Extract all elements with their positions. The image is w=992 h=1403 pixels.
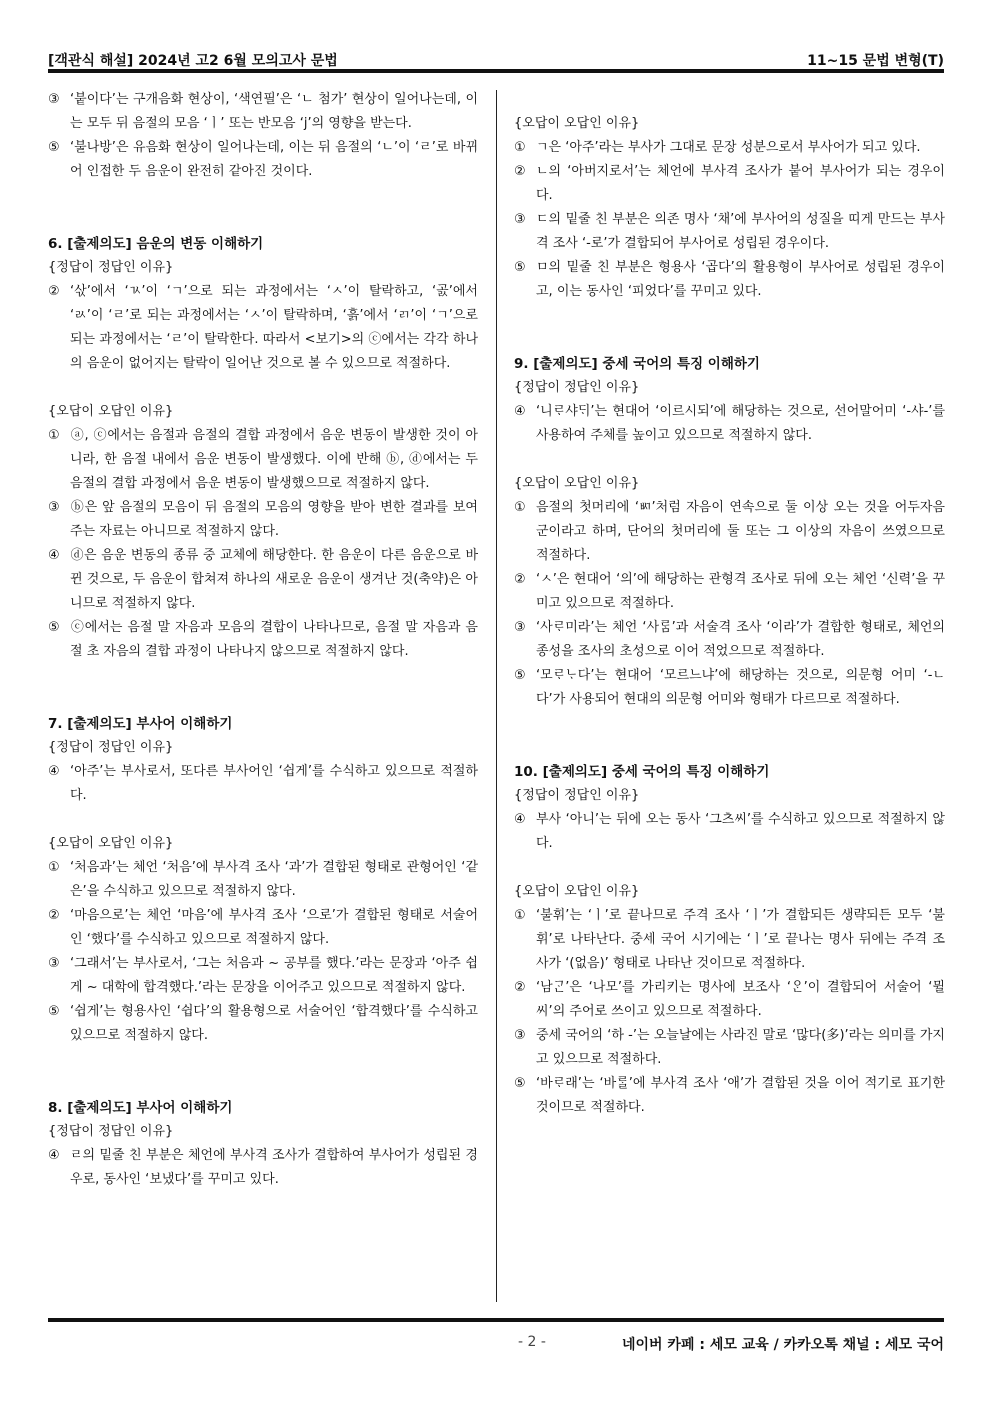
list-item: ② ‘남ᄀᆞᆫ’은 ‘나모’를 가리키는 명사에 보조사 ‘ᄋᆞᆫ’이 결합되어 서술어 ‘뮐씨’의 주어로 쓰이고 있으므로 적절하다. <box>514 980 945 1019</box>
question-9-title: 9. [출제의도] 중세 국어의 특징 이해하기 <box>514 356 760 372</box>
header-title: [객관식 해설] 2024년 고2 6월 모의고사 문법 <box>48 53 338 69</box>
list-item: ⑤ ‘불나방’은 유음화 현상이 일어나는데, 이는 뒤 음절의 ‘ㄴ’이 ‘ㄹ’로 바뀌어 인접한 두 음운이 완전히 같아진 것이다. <box>48 140 478 179</box>
list-item: ⑤ ㅁ의 밑줄 친 부분은 형용사 ‘곱다’의 활용형이 부사어로 성립된 경우이고, 이는 동사인 ‘피었다’를 꾸미고 있다. <box>514 260 945 299</box>
list-item: ④ ‘니ᄅᆞ샤ᄃᆡ’는 현대어 ‘이르시되’에 해당하는 것으로, 선어말어미 ‘-샤-’를 사용하여 주체를 높이고 있으므로 적절하지 않다. <box>514 404 945 443</box>
list-item: ④ ⓓ은 음운 변동의 종류 중 교체에 해당한다. 한 음운이 다른 음운으로 바뀐 것으로, 두 음운이 합쳐져 하나의 새로운 음운이 생겨난 것(축약)은 아니므로 적절하지 않다. <box>48 548 478 611</box>
page-footer <box>48 1334 944 1358</box>
wrong-label: {오답이 오답인 이유} <box>48 404 174 419</box>
wrong-label: {오답이 오답인 이유} <box>514 116 640 131</box>
list-item: ③ ㄷ의 밑줄 친 부분은 의존 명사 ‘채’에 부사어의 성질을 띠게 만드는 부사격 조사 ‘-로’가 결합되어 부사어로 성립된 경우이다. <box>514 212 945 251</box>
list-item: ① 음절의 첫머리에 ‘ㅴ’처럼 자음이 연속으로 둘 이상 오는 것을 어두자음군이라고 하며, 단어의 첫머리에 둘 또는 그 이상의 자음이 쓰였으므로 적절하다. <box>514 500 945 563</box>
list-item: ⑤ ‘바ᄅᆞ래’는 ‘바ᄅᆞᆯ’에 부사격 조사 ‘애’가 결합된 것을 이어 적기로 표기한 것이므로 적절하다. <box>514 1076 945 1115</box>
list-item: ④ ㄹ의 밑줄 친 부분은 체언에 부사격 조사가 결합하여 부사어가 성립된 경우로, 동사인 ‘보냈다’를 꾸미고 있다. <box>48 1148 478 1187</box>
page-number: - 2 - <box>518 1334 546 1350</box>
list-item: ② ‘ㅅ’은 현대어 ‘의’에 해당하는 관형격 조사로 뒤에 오는 체언 ‘신력’을 꾸미고 있으므로 적절하다. <box>514 572 945 611</box>
list-item: ③ ‘붙이다’는 구개음화 현상이, ‘색연필’은 ‘ㄴ 첨가’ 현상이 일어나는데, 이는 모두 뒤 음절의 모음 ‘ㅣ’ 또는 반모음 ‘j’의 영향을 받는다. <box>48 92 478 131</box>
correct-label: {정답이 정답인 이유} <box>48 1124 174 1139</box>
list-item: ③ ⓑ은 앞 음절의 모음이 뒤 음절의 모음의 영향을 받아 변한 결과를 보여 주는 자료는 아니므로 적절하지 않다. <box>48 500 478 539</box>
correct-label: {정답이 정답인 이유} <box>514 788 640 803</box>
list-item: ③ ‘그래서’는 부사로서, ‘그는 처음과 ~ 공부를 했다.’라는 문장과 ‘아주 쉽게 ~ 대학에 합격했다.’라는 문장을 이어주고 있으므로 적절하지 않다. <box>48 956 478 995</box>
header-rule <box>48 69 944 73</box>
list-item: ① ‘처음과’는 체언 ‘처음’에 부사격 조사 ‘과’가 결합된 형태로 관형어인 ‘같은’을 수식하고 있으므로 적절하지 않다. <box>48 860 478 899</box>
correct-label: {정답이 정답인 이유} <box>48 740 174 755</box>
list-item: ① ㄱ은 ‘아주’라는 부사가 그대로 문장 성분으로서 부사어가 되고 있다. <box>514 140 921 155</box>
list-item: ① ⓐ, ⓒ에서는 음절과 음절의 결합 과정에서 음운 변동이 발생한 것이 아니라, 한 음절 내에서 음운 변동이 발생했다. 이에 반해 ⓑ, ⓓ에서는 두 음절의 결합 과정에서 음운 변동이 발생했으므로 적절하지 않다. <box>48 428 478 491</box>
list-item: ② ‘마음으로’는 체언 ‘마음’에 부사격 조사 ‘으로’가 결합된 형태로 서술어인 ‘했다’를 수식하고 있으므로 적절하지 않다. <box>48 908 478 947</box>
list-item: ③ ‘사ᄅᆞ미라’는 체언 ‘사ᄅᆞᆷ’과 서술격 조사 ‘이라’가 결합한 형태로, 체언의 종성을 조사의 초성으로 이어 적었으므로 적절하다. <box>514 620 945 659</box>
wrong-label: {오답이 오답인 이유} <box>514 476 640 491</box>
question-6-title: 6. [출제의도] 음운의 변동 이해하기 <box>48 236 264 252</box>
correct-label: {정답이 정답인 이유} <box>514 380 640 395</box>
list-item: ② ㄴ의 ‘아버지로서’는 체언에 부사격 조사가 붙어 부사어가 되는 경우이다. <box>514 164 945 203</box>
footer-rule <box>48 1318 944 1322</box>
question-7-title: 7. [출제의도] 부사어 이해하기 <box>48 716 233 732</box>
left-column <box>48 88 478 1192</box>
list-item: ⑤ ‘쉽게’는 형용사인 ‘쉽다’의 활용형으로 서술어인 ‘합격했다’를 수식하고 있으므로 적절하지 않다. <box>48 1004 478 1043</box>
list-item: ⑤ ⓒ에서는 음절 말 자음과 모음의 결합이 나타나므로, 음절 말 자음과 음절 초 자음의 결합 과정이 나타나지 않으므로 적절하지 않다. <box>48 620 478 659</box>
list-item: ③ 중세 국어의 ‘하 -’는 오늘날에는 사라진 말로 ‘많다(多)’라는 의미를 가지고 있으므로 적절하다. <box>514 1028 945 1067</box>
question-10-title: 10. [출제의도] 중세 국어의 특징 이해하기 <box>514 764 770 780</box>
list-item: ④ ‘아주’는 부사로서, 또다른 부사어인 ‘쉽게’를 수식하고 있으므로 적절하다. <box>48 764 478 803</box>
correct-label: {정답이 정답인 이유} <box>48 260 174 275</box>
list-item: ② ‘삯’에서 ‘ㄳ’이 ‘ㄱ’으로 되는 과정에서는 ‘ㅅ’이 탈락하고, ‘곬’에서 ‘ㄽ’이 ‘ㄹ’로 되는 과정에서는 ‘ㅅ’이 탈락하며, ‘흙’에서 ‘ㄺ’이 ‘ㄱ’으로 되는 과정에서는 ‘ㄹ’이 탈락한다. 따라서 <보기>의 ⓒ에서는 각각 하나의 음운이 없어지는 탈락이 일어난 것으로 볼 수 있으므로 적절하다. <box>48 284 478 371</box>
question-8-title: 8. [출제의도] 부사어 이해하기 <box>48 1100 233 1116</box>
wrong-label: {오답이 오답인 이유} <box>48 836 174 851</box>
column-divider <box>496 90 497 1302</box>
footer-credit: 네이버 카페 : 세모 교육 / 카카오톡 채널 : 세모 국어 <box>621 1337 944 1353</box>
wrong-label: {오답이 오답인 이유} <box>514 884 640 899</box>
header-section: 11~15 문법 변형(T) <box>807 53 944 69</box>
list-item: ⑤ ‘모ᄅᆞᄂᆞ다’는 현대어 ‘모르느냐’에 해당하는 것으로, 의문형 어미 ‘-ㄴ다’가 사용되어 현대의 의문형 어미와 형태가 다르므로 적절하다. <box>514 668 945 707</box>
right-column <box>514 88 945 1120</box>
list-item: ④ 부사 ‘아니’는 뒤에 오는 동사 ‘그츠씨’를 수식하고 있으므로 적절하지 않다. <box>514 812 945 851</box>
list-item: ① ‘불휘’는 ‘ㅣ’로 끝나므로 주격 조사 ‘ㅣ’가 결합되든 생략되든 모두 ‘불휘’로 나타난다. 중세 국어 시기에는 ‘ㅣ’로 끝나는 명사 뒤에는 주격 조사가 ‘(없음)’ 형태로 나타난 것이므로 적절하다. <box>514 908 945 971</box>
page-header <box>48 44 944 70</box>
